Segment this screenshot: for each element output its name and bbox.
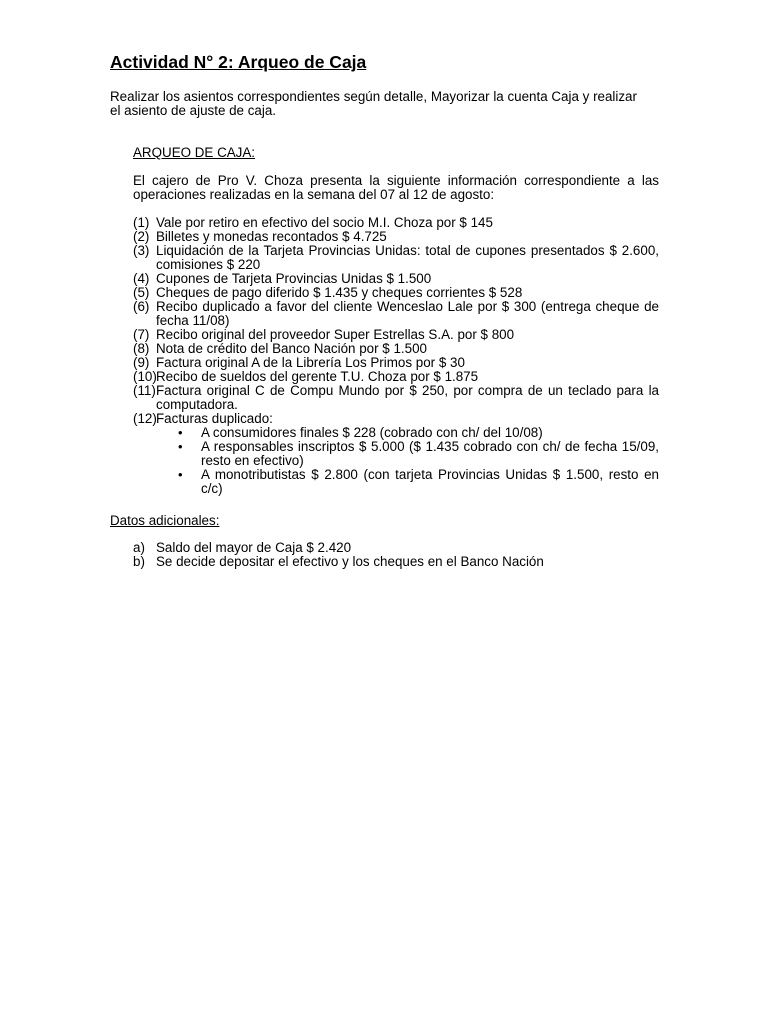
title-activity-number: Actividad N° 2:	[110, 52, 234, 72]
list-item	[133, 370, 659, 384]
bullet-icon: •	[178, 467, 183, 482]
list-item-number: (9)	[133, 355, 150, 370]
list-item	[133, 216, 659, 230]
operations-list-container	[133, 216, 659, 496]
list-item-number: (11)	[133, 383, 156, 398]
arqueo-description	[133, 174, 659, 202]
list-item	[133, 328, 659, 342]
list-item	[133, 300, 659, 328]
arqueo-paragraph: El cajero de Pro V. Choza presenta la siguiente información correspondiente a las operaciones realizadas en la semana del 07 al 12 de agosto:	[133, 173, 659, 202]
list-item-number: (2)	[133, 229, 150, 244]
bullet-icon: •	[178, 439, 183, 454]
list-item-number: (5)	[133, 285, 150, 300]
bullet-icon: •	[178, 425, 183, 440]
list-item-number: (10)	[133, 369, 157, 384]
page-title	[110, 52, 670, 72]
list-item	[133, 356, 659, 370]
list-item-text: Saldo del mayor de Caja $ 2.420	[156, 540, 352, 555]
list-item-text: Se decide depositar el efectivo y los cheques en el Banco Nación	[156, 554, 544, 569]
list-item	[133, 541, 633, 555]
list-item-text: Recibo duplicado a favor del cliente Wenceslao Lale por $ 300 (entrega cheque de fecha 11/08)	[156, 299, 659, 328]
list-item-text: Recibo original del proveedor Super Estrellas S.A. por $ 800	[156, 327, 515, 342]
list-item-number: (7)	[133, 327, 150, 342]
datos-heading: Datos adicionales:	[110, 513, 220, 528]
list-item-number: (3)	[133, 243, 150, 258]
list-item-text: Vale por retiro en efectivo del socio M.I. Choza por $ 145	[156, 215, 493, 230]
arqueo-heading: ARQUEO DE CAJA:	[133, 145, 256, 160]
list-item	[133, 230, 659, 244]
sublist-item	[178, 426, 659, 440]
sublist-item-text: A responsables inscriptos $ 5.000 ($ 1.435 cobrado con ch/ de fecha 15/09, resto en efectivo)	[201, 439, 659, 468]
list-item-text: Factura original C de Compu Mundo por $ 250, por compra de un teclado para la computadora.	[156, 383, 659, 412]
list-item-number: (4)	[133, 271, 150, 286]
sublist-item-text: A monotributistas $ 2.800 (con tarjeta Provincias Unidas $ 1.500, resto en c/c)	[201, 467, 659, 496]
list-item-text: Facturas duplicado:	[156, 411, 273, 426]
list-item-text: Recibo de sueldos del gerente T.U. Choza por $ 1.875	[156, 369, 479, 384]
datos-list	[133, 541, 633, 569]
list-item-text: Cheques de pago diferido $ 1.435 y cheques corrientes $ 528	[156, 285, 523, 300]
list-item-letter: b)	[133, 554, 145, 569]
list-item	[133, 272, 659, 286]
list-item-number: (12)	[133, 411, 157, 426]
list-item	[133, 412, 659, 426]
arqueo-section	[133, 146, 659, 160]
list-item-text: Factura original A de la Librería Los Primos por $ 30	[156, 355, 465, 370]
list-item	[133, 555, 633, 569]
list-item	[133, 342, 659, 356]
title-topic: Arqueo de Caja	[233, 52, 367, 72]
sublist-item	[178, 440, 659, 468]
list-item	[133, 384, 659, 412]
list-item-number: (1)	[133, 215, 150, 230]
list-item-letter: a)	[133, 540, 145, 555]
list-item	[133, 286, 659, 300]
list-item-text: Nota de crédito del Banco Nación por $ 1.500	[156, 341, 427, 356]
list-item-text: Cupones de Tarjeta Provincias Unidas $ 1.500	[156, 271, 432, 286]
invoice-sublist	[178, 426, 659, 496]
list-item-number: (6)	[133, 299, 150, 314]
list-item	[133, 244, 659, 272]
list-item-number: (8)	[133, 341, 150, 356]
list-item-text: Billetes y monedas recontados $ 4.725	[156, 229, 387, 244]
operations-list	[133, 216, 659, 426]
list-item-text: Liquidación de la Tarjeta Provincias Unidas: total de cupones presentados $ 2.600, comisiones $ 220	[156, 243, 659, 272]
intro-paragraph: Realizar los asientos correspondientes según detalle, Mayorizar la cuenta Caja y realizar el asiento de ajuste de caja.	[110, 89, 637, 118]
sublist-item-text: A consumidores finales $ 228 (cobrado con ch/ del 10/08)	[201, 425, 543, 440]
sublist-item	[178, 468, 659, 496]
